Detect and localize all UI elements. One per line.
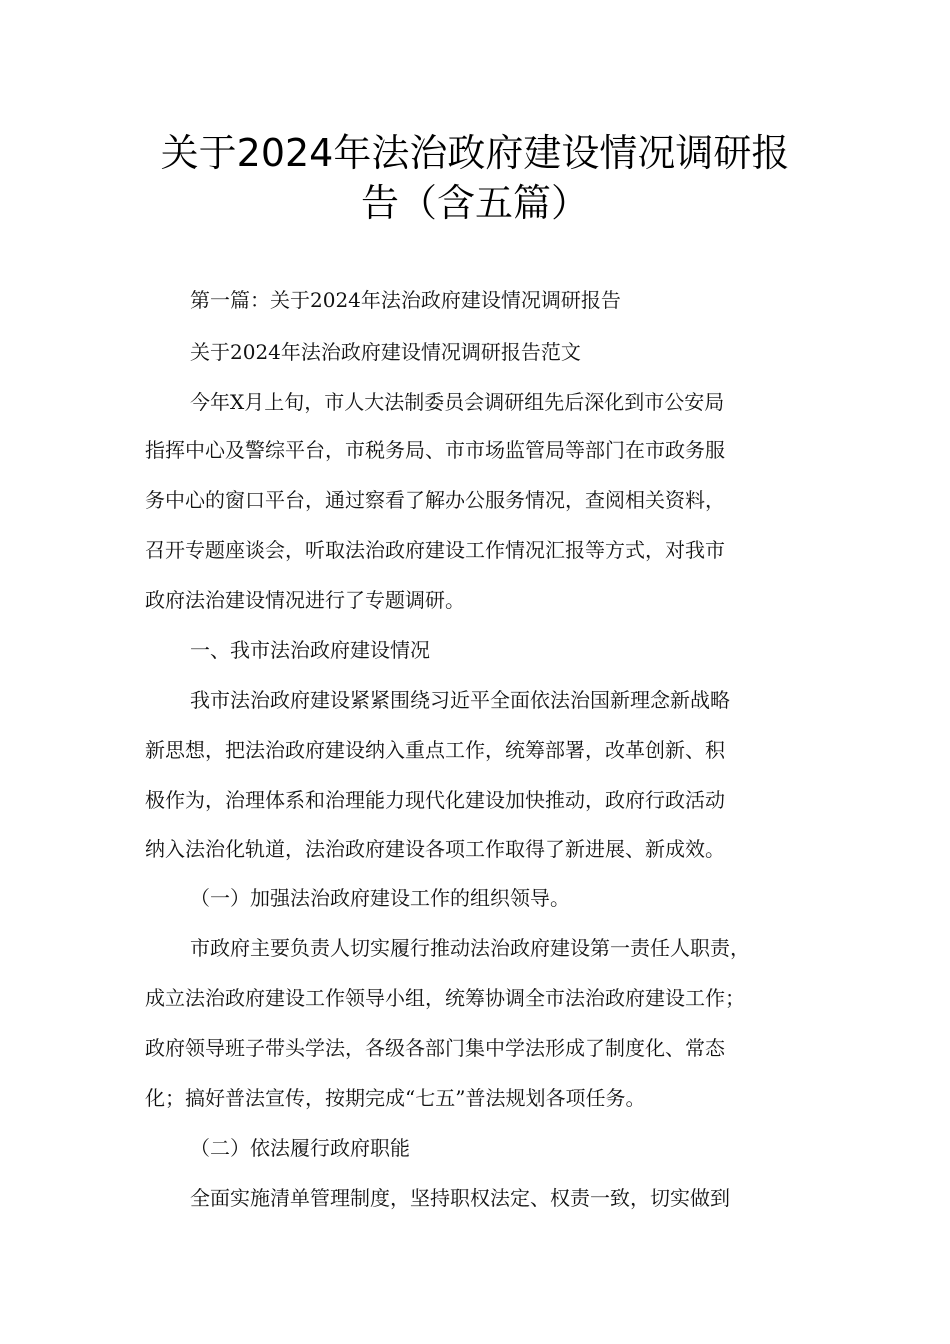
section-heading: 一、我市法治政府建设情况 [190, 638, 430, 662]
paragraph-line: 极作为，治理体系和治理能力现代化建设加快推动，政府行政活动 [145, 788, 725, 812]
paragraph-line: 新思想，把法治政府建设纳入重点工作，统筹部署，改革创新、积 [145, 738, 725, 762]
paragraph-line: 指挥中心及警综平台，市税务局、市市场监管局等部门在市政务服 [145, 438, 725, 462]
paragraph-line: 全面实施清单管理制度，坚持职权法定、权责一致，切实做到 [190, 1186, 730, 1210]
paragraph-line: 纳入法治化轨道，法治政府建设各项工作取得了新进展、新成效。 [145, 837, 725, 861]
paragraph-line: 市政府主要负责人切实履行推动法治政府建设第一责任人职责， [190, 936, 750, 960]
title-line-1: 关于2024年法治政府建设情况调研报 [160, 131, 790, 175]
title-line-2: 告（含五篇） [360, 181, 589, 225]
paragraph-line: 政府领导班子带头学法，各级各部门集中学法形成了制度化、常态 [145, 1036, 725, 1060]
paragraph-line: 化；搞好普法宣传，按期完成“七五”普法规划各项任务。 [145, 1086, 646, 1110]
subtitle-line: 关于2024年法治政府建设情况调研报告范文 [190, 340, 581, 364]
paragraph-line: 务中心的窗口平台，通过察看了解办公服务情况，查阅相关资料， [145, 488, 725, 512]
paragraph-line: 政府法治建设情况进行了专题调研。 [145, 588, 465, 612]
subsection-heading: （一）加强法治政府建设工作的组织领导。 [190, 886, 570, 910]
section-heading-part-one: 第一篇：关于2024年法治政府建设情况调研报告 [190, 288, 621, 312]
paragraph-line: 我市法治政府建设紧紧围绕习近平全面依法治国新理念新战略 [190, 688, 730, 712]
document-title [100, 128, 850, 228]
paragraph-line: 召开专题座谈会，听取法治政府建设工作情况汇报等方式，对我市 [145, 538, 725, 562]
subsection-heading: （二）依法履行政府职能 [190, 1136, 410, 1160]
paragraph-line: 成立法治政府建设工作领导小组，统筹协调全市法治政府建设工作； [145, 986, 745, 1010]
paragraph-line: 今年X月上旬，市人大法制委员会调研组先后深化到市公安局 [190, 390, 725, 414]
